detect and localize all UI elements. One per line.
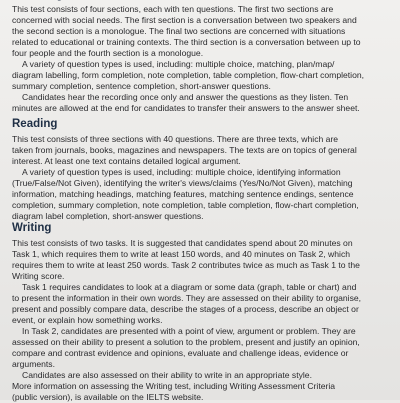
listening-paragraph-1 [12,4,392,59]
text-line: Task 1, which requires them to write at least 150 words, and 40 minutes on Task 2, which [12,249,351,259]
text-line: Candidates are also assessed on their ability to write in an appropriate style. [22,370,312,380]
writing-paragraph-3 [12,326,392,370]
reading-paragraph-1 [12,134,392,167]
text-line: interest. At least one text contains detailed logical argument. [12,156,241,166]
text-line: minutes are allowed at the end for candidates to transfer their answers to the answer sheet. [12,103,360,113]
text-line: Writing score. [12,271,65,281]
text-line: to present the information in their own words. They are assessed on their ability to organise, [12,293,362,303]
text-line: diagram labelling, form completion, note completion, table completion, flow-chart completion, [12,70,365,80]
listening-paragraph-2 [12,59,392,92]
text-line: More information on assessing the Writing test, including Writing Assessment Criteria [12,381,336,391]
text-line: completion, summary completion, note completion, table completion, flow-chart completion, [12,200,359,210]
writing-paragraph-2 [12,282,392,326]
text-line: assessed on their ability to present a solution to the problem, present and justify an opinion, [12,337,360,347]
text-line: diagram label completion, short-answer questions. [12,211,204,221]
listening-paragraph-3 [12,92,392,114]
text-line: A variety of question types is used, including: multiple choice, matching, plan/map/ [22,59,335,69]
text-line: arguments. [12,359,55,369]
text-line: compare and contrast evidence and opinions, evaluate and challenge ideas, evidence or [12,348,349,358]
text-line: summary completion, sentence completion, short-answer questions. [12,81,271,91]
text-line: Candidates hear the recording once only and answer the questions as they listen. Ten [22,92,349,102]
text-line: (True/False/Not Given), identifying the writer's views/claims (Yes/No/Not Given), matching [12,178,353,188]
text-line: This test consists of three sections with 40 questions. There are three texts, which are [12,134,339,144]
text-line: four people and the fourth section is a monologue. [12,48,204,58]
text-line: This test consists of four sections, each with ten questions. The first two sections are [12,4,334,14]
text-line: present and possibly compare data, describe the stages of a process, describe an object or [12,304,359,314]
text-line: (public version), is available on the IELTS website. [12,392,204,402]
reading-paragraph-2 [12,167,392,222]
writing-heading: Writing [12,222,52,234]
text-line: event, or explain how something works. [12,315,163,325]
writing-paragraph-5 [12,381,392,403]
writing-paragraph-4 [12,370,392,381]
writing-paragraph-1 [12,238,392,282]
reading-heading: Reading [12,118,58,130]
text-line: related to educational or training contexts. The third section is a conversation between up to [12,37,361,47]
text-line: In Task 2, candidates are presented with a point of view, argument or problem. They are [22,326,356,336]
text-line: information, matching headings, matching features, matching sentence endings, sentence [12,189,354,199]
listening-heading [12,0,63,1]
text-line: Task 1 requires candidates to look at a diagram or some data (graph, table or chart) and [22,282,357,292]
text-line: the second section is a monologue. The final two sections are concerned with situations [12,26,346,36]
text-line: taken from journals, books, magazines and newspapers. The texts are on topics of general [12,145,357,155]
text-line: requires them to write at least 250 words. Task 2 contributes twice as much as Task 1 to the [12,260,360,270]
text-line: This test consists of two tasks. It is suggested that candidates spend about 20 minutes on [12,238,353,248]
text-line: concerned with social needs. The first section is a conversation between two speakers and [12,15,357,25]
text-line: A variety of question types is used, including: multiple choice, identifying information [22,167,341,177]
